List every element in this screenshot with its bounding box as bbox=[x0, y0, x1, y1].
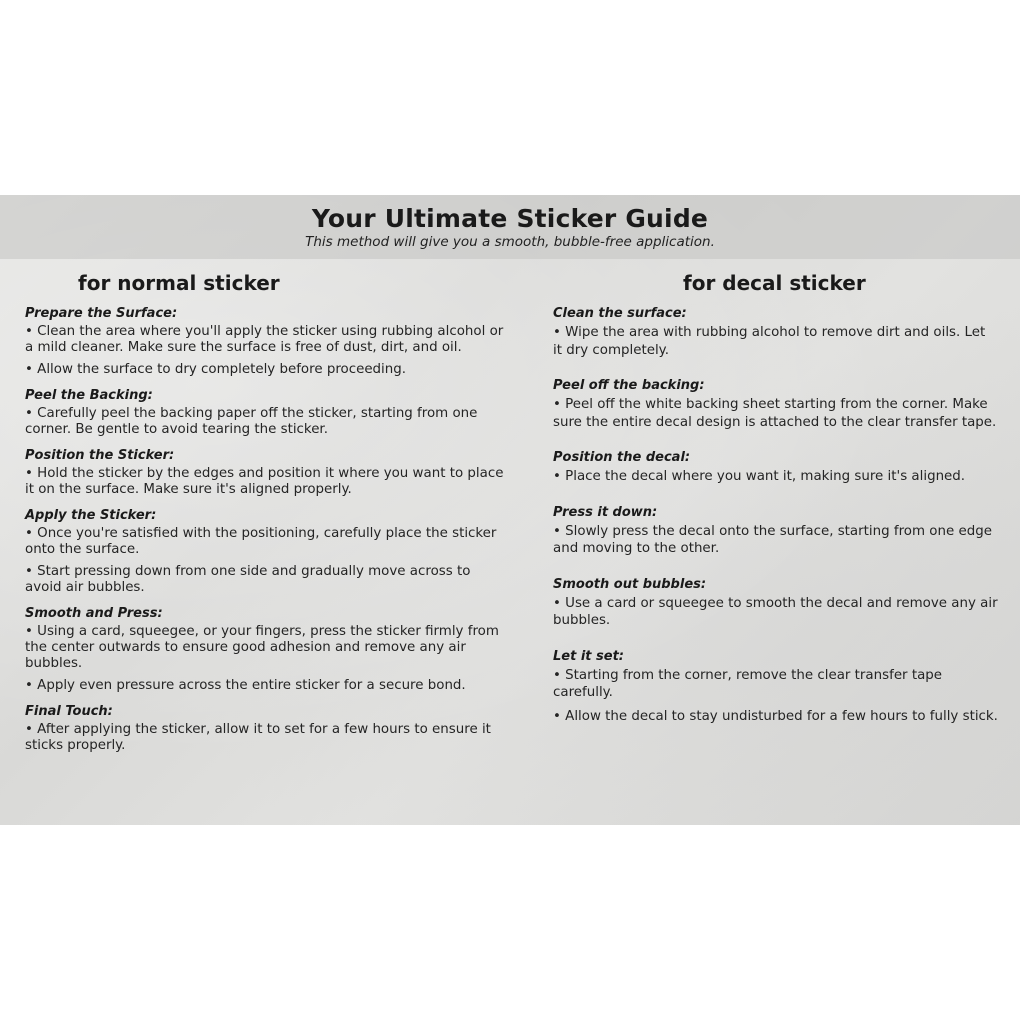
decal-step-section bbox=[553, 504, 998, 558]
step-bullet: • Apply even pressure across the entire sticker for a secure bond. bbox=[25, 678, 466, 693]
step-bullet: • Using a card, squeegee, or your fingers, press the sticker firmly from the center outwards to ensure good adhesion and remove any air bubbles. bbox=[25, 624, 499, 671]
step-bullet: • Once you're satisfied with the positioning, carefully place the sticker onto the surface. bbox=[25, 526, 497, 557]
header-band bbox=[0, 195, 1020, 259]
step-bullet: • Peel off the white backing sheet starting from the corner. Make sure the entire decal design is attached to the clear transfer tape. bbox=[553, 397, 997, 430]
step-title: Let it set: bbox=[553, 648, 625, 664]
step-title: Prepare the Surface: bbox=[25, 306, 178, 321]
step-bullet: • After applying the sticker, allow it to set for a few hours to ensure it sticks properly. bbox=[25, 722, 491, 753]
step-title: Apply the Sticker: bbox=[25, 508, 157, 523]
step-bullet: • Hold the sticker by the edges and position it where you want to place it on the surface. Make sure it's aligned properly. bbox=[25, 466, 504, 497]
step-bullet: • Wipe the area with rubbing alcohol to remove dirt and oils. Let it dry completely. bbox=[553, 325, 986, 358]
normal-sticker-heading: for normal sticker bbox=[78, 271, 280, 295]
step-title: Position the decal: bbox=[553, 450, 691, 465]
decal-step-section bbox=[553, 377, 998, 431]
step-title: Peel off the backing: bbox=[553, 378, 705, 393]
step-bullet: • Allow the surface to dry completely before proceeding. bbox=[25, 362, 407, 377]
decal-step-section bbox=[553, 449, 998, 486]
step-title: Position the Sticker: bbox=[25, 448, 175, 463]
decal-sticker-steps bbox=[553, 305, 998, 725]
step-title: Smooth and Press: bbox=[25, 606, 163, 621]
step-title: Clean the surface: bbox=[553, 306, 687, 321]
normal-step-section bbox=[25, 387, 505, 438]
sticker-guide-card bbox=[0, 195, 1020, 825]
decal-step-section bbox=[553, 576, 998, 630]
step-bullet: • Carefully peel the backing paper off the sticker, starting from one corner. Be gentle to avoid tearing the sticker. bbox=[25, 406, 478, 437]
decal-sticker-column bbox=[553, 269, 998, 743]
step-bullet: • Allow the decal to stay undisturbed for a few hours to fully stick. bbox=[553, 708, 998, 724]
normal-sticker-steps bbox=[25, 305, 505, 754]
step-title: Peel the Backing: bbox=[25, 388, 153, 403]
step-bullet: • Starting from the corner, remove the clear transfer tape carefully. bbox=[553, 667, 943, 700]
step-bullet: • Place the decal where you want it, making sure it's aligned. bbox=[553, 469, 966, 484]
step-title: Final Touch: bbox=[25, 704, 113, 719]
normal-sticker-column bbox=[25, 269, 505, 763]
page-title: Your Ultimate Sticker Guide bbox=[311, 204, 709, 233]
step-bullet: • Clean the area where you'll apply the sticker using rubbing alcohol or a mild cleaner. Make sure the surface is free of dust, dirt, and oil. bbox=[25, 324, 504, 355]
decal-step-section bbox=[553, 648, 998, 726]
normal-step-section bbox=[25, 703, 505, 754]
step-bullet: • Slowly press the decal onto the surface, starting from one edge and moving to the other. bbox=[553, 523, 992, 556]
normal-step-section bbox=[25, 305, 505, 378]
page-subtitle: This method will give you a smooth, bubble-free application. bbox=[305, 234, 715, 250]
decal-sticker-heading: for decal sticker bbox=[683, 271, 866, 295]
normal-step-section bbox=[25, 507, 505, 596]
normal-step-section bbox=[25, 447, 505, 498]
normal-step-section bbox=[25, 605, 505, 694]
step-bullet: • Use a card or squeegee to smooth the decal and remove any air bubbles. bbox=[553, 595, 998, 628]
decal-step-section bbox=[553, 305, 998, 359]
step-title: Smooth out bubbles: bbox=[553, 576, 707, 592]
step-title: Press it down: bbox=[553, 504, 658, 520]
step-bullet: • Start pressing down from one side and gradually move across to avoid air bubbles. bbox=[25, 564, 471, 595]
